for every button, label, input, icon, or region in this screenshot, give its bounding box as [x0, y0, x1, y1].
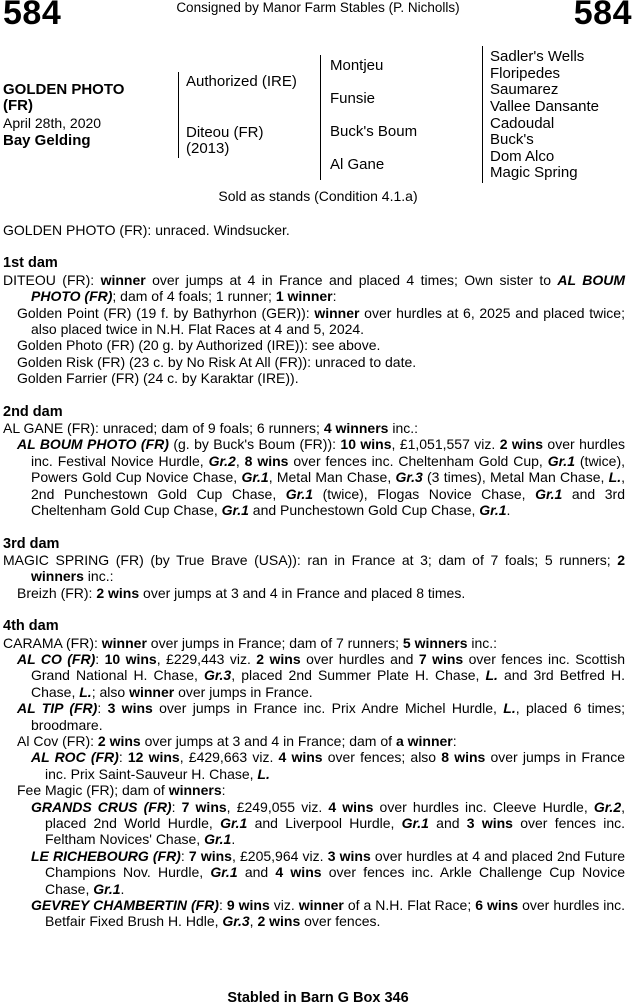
intro-line: GOLDEN PHOTO (FR): unraced. Windsucker. [3, 222, 290, 238]
produce-golden-photo: Golden Photo (FR) (20 g. by Authorized (IRE)): see above. [17, 337, 381, 354]
pedigree-g3-7: Dom Alco [490, 148, 555, 165]
fourth-dam-entry: CARAMA (FR): winner over jumps in France; dam of 7 runners; 5 winners inc.: [3, 634, 498, 651]
third-dam-entry: MAGIC SPRING (FR) (by True Brave (USA)): ran in France at 3; dam of 7 foals; 5 runners; 2 winners inc.: [3, 551, 625, 585]
second-dam-entry: AL GANE (FR): unraced; dam of 9 foals; 6 runners; 4 winners inc.: [3, 420, 419, 437]
produce-golden-point: Golden Point (FR) (19 f. by Bathyrhon (GER)): winner over hurdles at 6, 2025 and placed twice; also placed twice in N.H. Flat Races at 4 and 5, 2024. [17, 304, 625, 338]
horse-name-line2: (FR) [3, 97, 33, 114]
catalogue-body [3, 222, 625, 930]
sale-condition: Sold as stands (Condition 4.1.a) [218, 188, 418, 204]
pedigree-bracket-1 [178, 72, 179, 158]
produce-le-richebourg: LE RICHEBOURG (FR): 7 wins, £205,964 viz. 3 wins over hurdles at 4 and placed 2nd Future Champions Nov. Hurdle, Gr.1 and 4 wins over fences inc. Arkle Challenge Cup Novice Chase, Gr.1. [31, 847, 626, 897]
pedigree-dam-year: (2013) [186, 140, 230, 157]
section-heading-4th-dam: 4th dam [3, 618, 59, 635]
produce-gevrey-chambertin: GEVREY CHAMBERTIN (FR): 9 wins viz. winner of a N.H. Flat Race; 6 wins over hurdles inc. Betfair Fixed Brush H. Hdle, Gr.3, 2 wins over fences. [31, 897, 626, 930]
produce-breizh: Breizh (FR): 2 wins over jumps at 3 and 4 in France and placed 8 times. [17, 584, 466, 601]
section-heading-2nd-dam: 2nd dam [3, 403, 63, 420]
pedigree-dam: Diteou (FR) [186, 124, 264, 141]
stabling-footer: Stabled in Barn G Box 346 [227, 990, 409, 1006]
pedigree-g3-4: Vallee Dansante [490, 98, 599, 115]
pedigree-dam-dam: Al Gane [330, 156, 385, 173]
horse-name-line1: GOLDEN PHOTO [3, 81, 125, 98]
pedigree-g3-8: Magic Spring [490, 164, 578, 181]
produce-al-roc: AL ROC (FR): 12 wins, £429,663 viz. 4 wins over fences; also 8 wins over jumps in France inc. Prix Saint-Sauveur H. Chase, L. [31, 749, 625, 782]
section-heading-3rd-dam: 3rd dam [3, 535, 60, 552]
consignor-line: Consigned by Manor Farm Stables (P. Nicholls) [176, 0, 460, 15]
produce-al-tip: AL TIP (FR): 3 wins over jumps in France inc. Prix Andre Michel Hurdle, L., placed 6 times; broodmare. [17, 700, 626, 733]
horse-name [3, 82, 124, 114]
pedigree-bracket-2 [320, 55, 321, 180]
pedigree-dam-sire: Buck's Boum [330, 123, 418, 140]
pedigree-sire-sire: Montjeu [330, 57, 384, 74]
produce-al-co: AL CO (FR): 10 wins, £229,443 viz. 2 wins over hurdles and 7 wins over fences inc. Scottish Grand National H. Chase, Gr.3, placed 2nd Summer Plate H. Chase, L. and 3rd Betfred H. Chase, L.; also winner over jumps in France. [17, 650, 626, 700]
pedigree-sire-dam: Funsie [330, 90, 376, 107]
lot-number-right: 584 [573, 0, 632, 32]
produce-al-boum-photo: AL BOUM PHOTO (FR) (g. by Buck's Boum (FR)): 10 wins, £1,051,557 viz. 2 wins over hurdles inc. Festival Novice Hurdle, Gr.2, 8 wins over fences inc. Cheltenham Gold Cup, Gr.1 (twice), Powers Gold Cup Novice Chase, Gr.1, Metal Man Chase, Gr.3 (3 times), Metal Man Chase, L., 2nd Punchestown Gold Cup Chase, Gr.1 (twice), Flogas Novice Chase, Gr.1 and 3rd Cheltenham Gold Cup Chase, Gr.1 and Punchestown Gold Cup Chase, Gr.1. [17, 436, 626, 519]
produce-grands-crus: GRANDS CRUS (FR): 7 wins, £249,055 viz. 4 wins over hurdles inc. Cleeve Hurdle, Gr.2, placed 2nd World Hurdle, Gr.1 and Liverpool Hurdle, Gr.1 and 3 wins over fences inc. Feltham Novices' Chase, Gr.1. [31, 798, 626, 848]
horse-sex: Bay Gelding [3, 132, 91, 149]
pedigree-bracket-3 [482, 46, 483, 183]
produce-golden-farrier: Golden Farrier (FR) (24 c. by Karaktar (IRE)). [17, 370, 299, 387]
produce-golden-risk: Golden Risk (FR) (23 c. by No Risk At All (FR)): unraced to date. [17, 353, 417, 370]
pedigree-g3-2: Floripedes [490, 65, 561, 82]
pedigree-g3-5: Cadoudal [490, 115, 555, 132]
produce-al-cov: Al Cov (FR): 2 wins over jumps at 3 and 4 in France; dam of a winner: [17, 732, 457, 749]
first-dam-entry: DITEOU (FR): winner over jumps at 4 in France and placed 4 times; Own sister to AL BOUM PHOTO (FR); dam of 4 foals; 1 runner; 1 winner: [3, 271, 625, 305]
pedigree-g3-1: Sadler's Wells [490, 48, 585, 65]
lot-number-left: 584 [3, 0, 62, 32]
produce-fee-magic: Fee Magic (FR); dam of winners: [17, 782, 226, 799]
pedigree-g3-3: Saumarez [490, 81, 559, 98]
horse-dob: April 28th, 2020 [3, 115, 102, 131]
pedigree-g3-6: Buck's [490, 131, 534, 148]
section-heading-1st-dam: 1st dam [3, 255, 58, 272]
pedigree-sire: Authorized (IRE) [186, 73, 297, 90]
